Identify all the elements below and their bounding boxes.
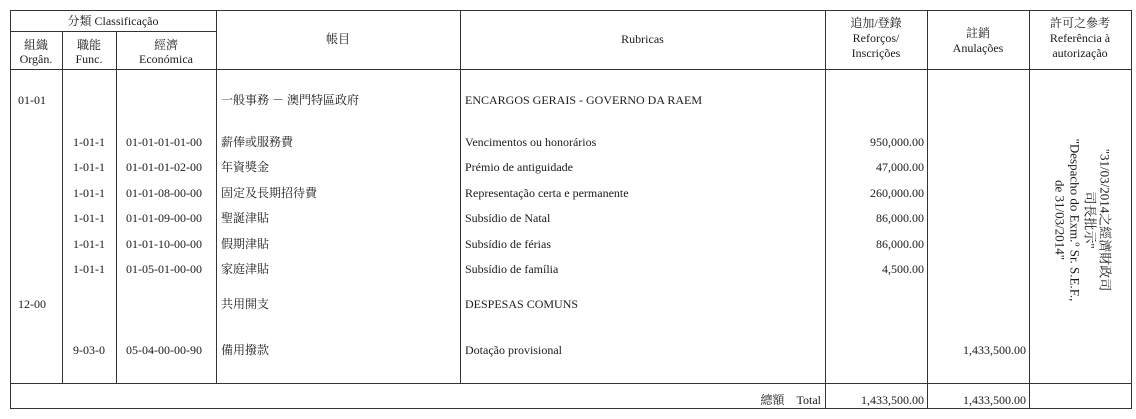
col-divider-reforcos — [825, 10, 826, 409]
row-func: 1-01-1 — [73, 262, 105, 276]
row-reforcos: 47,000.00 — [876, 160, 924, 174]
header-referencia-pt1: Referência à — [1049, 31, 1111, 45]
header-econ-zh: 經濟 — [153, 38, 178, 52]
col-divider-func — [62, 31, 63, 383]
row-item-zh: 固定及長期招待費 — [221, 186, 318, 200]
row-econ: 01-01-01-01-00 — [126, 135, 202, 149]
col-divider-rubrica — [460, 10, 461, 383]
row-func: 1-01-1 — [73, 160, 105, 174]
section-organ: 01-01 — [18, 93, 46, 107]
table-border-top — [10, 10, 1131, 11]
header-referencia-zh: 許可之參考 — [1049, 16, 1110, 30]
authorization-line: "31/03/2014之經濟財政司 — [1097, 148, 1113, 292]
total-anulacoes: 1,433,500.00 — [963, 393, 1026, 407]
row-reforcos: 4,500.00 — [882, 262, 924, 276]
header-reforcos-pt1: Reforços/ — [852, 31, 900, 45]
row-reforcos: 260,000.00 — [870, 186, 924, 200]
row-rubrica: Dotação provisional — [465, 343, 562, 357]
table-border-bottom — [10, 408, 1131, 409]
row-anulacoes: 1,433,500.00 — [963, 343, 1026, 357]
header-bottom-line — [10, 69, 1131, 70]
row-item-zh: 聖誕津貼 — [221, 211, 270, 225]
header-reforcos-pt2: Inscrições — [851, 46, 901, 60]
classification-divider — [10, 31, 216, 32]
section-item-zh: 一般事務 － 澳門特區政府 — [221, 93, 360, 107]
col-divider-referencia — [1029, 10, 1030, 409]
row-rubrica: Representação certa e permanente — [465, 186, 629, 200]
section-organ: 12-00 — [18, 297, 46, 311]
row-item-zh: 家庭津貼 — [221, 262, 270, 276]
row-rubrica: Subsídio de família — [465, 262, 559, 276]
header-func-zh: 職能 — [76, 38, 101, 52]
header-rubricas: Rubricas — [621, 32, 664, 46]
row-reforcos: 86,000.00 — [876, 211, 924, 225]
row-func: 1-01-1 — [73, 237, 105, 251]
row-econ: 01-01-09-00-00 — [126, 211, 202, 225]
total-top-line — [10, 383, 1131, 384]
header-anulacoes-pt: Anulações — [952, 41, 1004, 55]
row-func: 9-03-0 — [73, 343, 105, 357]
header-referencia-pt2: autorização — [1052, 46, 1108, 60]
row-econ: 01-05-01-00-00 — [126, 262, 202, 276]
col-divider-item — [216, 10, 217, 383]
header-anulacoes-zh: 註銷 — [965, 26, 990, 40]
row-econ: 01-01-08-00-00 — [126, 186, 202, 200]
border-left — [10, 10, 11, 409]
row-item-zh: 假期津貼 — [221, 237, 270, 251]
header-item-zh: 帳目 — [325, 32, 350, 46]
row-reforcos: 950,000.00 — [870, 135, 924, 149]
row-econ: 01-01-01-02-00 — [126, 160, 202, 174]
header-func-pt: Func. — [75, 52, 103, 66]
row-item-zh: 備用撥款 — [221, 343, 270, 357]
authorization-reference — [1032, 138, 1132, 302]
authorization-line: "Despacho do Exm.º Sr. S.E.F., — [1067, 138, 1083, 302]
section-rubrica: ENCARGOS GERAIS - GOVERNO DA RAEM — [465, 93, 703, 107]
row-rubrica: Vencimentos ou honorários — [465, 135, 597, 149]
row-econ: 05-04-00-00-90 — [126, 343, 202, 357]
row-item-zh: 薪俸或服務費 — [221, 135, 294, 149]
authorization-line: 司長批示" — [1082, 191, 1098, 249]
header-reforcos-zh: 追加/登錄 — [850, 16, 902, 30]
header-econ-pt: Económica — [139, 52, 193, 66]
row-item-zh: 年資獎金 — [221, 160, 270, 174]
total-reforcos: 1,433,500.00 — [861, 393, 924, 407]
row-rubrica: Prémio de antiguidade — [465, 160, 573, 174]
section-item-zh: 共用開支 — [221, 297, 270, 311]
row-econ: 01-01-10-00-00 — [126, 237, 202, 251]
row-reforcos: 86,000.00 — [876, 237, 924, 251]
authorization-line: de 31/03/2014" — [1052, 179, 1068, 261]
section-rubrica: DESPESAS COMUNS — [465, 297, 579, 311]
col-divider-econ — [116, 31, 117, 383]
row-func: 1-01-1 — [73, 186, 105, 200]
total-label: 總額 Total — [760, 393, 821, 407]
header-organ-zh: 組織 — [23, 38, 48, 52]
row-func: 1-01-1 — [73, 135, 105, 149]
header-classification: 分類 Classificação — [67, 14, 159, 28]
row-rubrica: Subsídio de férias — [465, 237, 551, 251]
row-rubrica: Subsídio de Natal — [465, 211, 551, 225]
header-organ-pt: Orgân. — [19, 52, 53, 66]
row-func: 1-01-1 — [73, 211, 105, 225]
